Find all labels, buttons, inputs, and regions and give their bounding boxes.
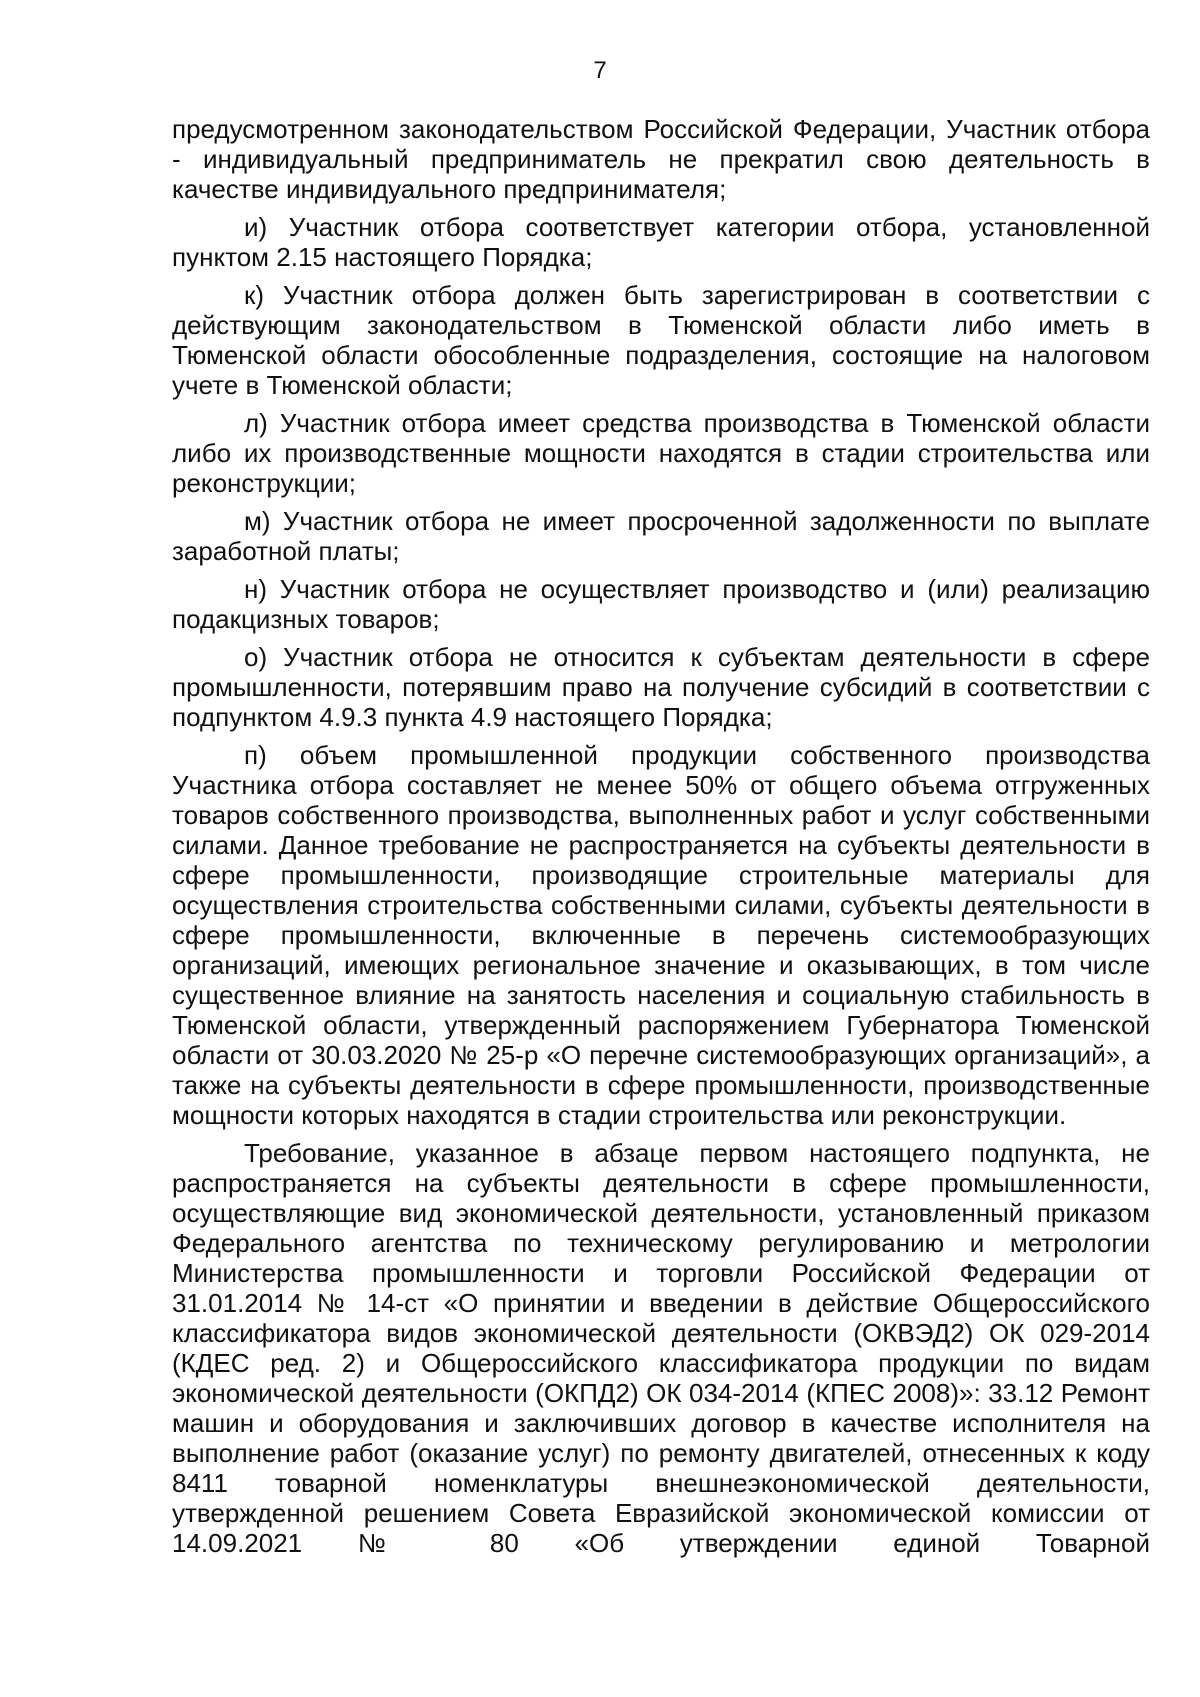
paragraph-item-k: к) Участник отбора должен быть зарегистрирован в соответствии с действующим законодательством в Тюменской области либо иметь в Тюменской области обособленные подразделения, состоящие на налоговом учете в Тюменской области; <box>172 280 1150 400</box>
paragraph-item-o: о) Участник отбора не относится к субъектам деятельности в сфере промышленности, потерявшим право на получение субсидий в соответствии с подпунктом 4.9.3 пункта 4.9 настоящего Порядка; <box>172 642 1150 732</box>
paragraph-item-m: м) Участник отбора не имеет просроченной задолженности по выплате заработной платы; <box>172 506 1150 566</box>
paragraph-item-l: л) Участник отбора имеет средства производства в Тюменской области либо их производственные мощности находятся в стадии строительства или реконструкции; <box>172 408 1150 498</box>
paragraph-item-p: п) объем промышленной продукции собственного производства Участника отбора составляет не менее 50% от общего объема отгруженных товаров собственного производства, выполненных работ и услуг собственными силами. Данное требование не распространяется на субъекты деятельности в сфере промышленности, производящие строительные материалы для осуществления строительства собственными силами, субъекты деятельности в сфере промышленности, включенные в перечень системообразующих организаций, имеющих региональное значение и оказывающих, в том числе существенное влияние на занятость населения и социальную стабильность в Тюменской области, утвержденный распоряжением Губернатора Тюменской области от 30.03.2020 № 25-р «О перечне системообразующих организаций», а также на субъекты деятельности в сфере промышленности, производственные мощности которых находятся в стадии строительства или реконструкции. <box>172 740 1150 1130</box>
paragraph-item-i: и) Участник отбора соответствует категории отбора, установленной пунктом 2.15 настоящего Порядка; <box>172 212 1150 272</box>
paragraph-requirement-exception: Требование, указанное в абзаце первом настоящего подпункта, не распространяется на субъекты деятельности в сфере промышленности, осуществляющие вид экономической деятельности, установленный приказом Федерального агентства по техническому регулированию и метрологии Министерства промышленности и торговли Российской Федерации от 31.01.2014 № 14-ст «О принятии и введении в действие Общероссийского классификатора видов экономической деятельности (ОКВЭД2) ОК 029-2014 (КДЕС ред. 2) и Общероссийского классификатора продукции по видам экономической деятельности (ОКПД2) ОК 034-2014 (КПЕС 2008)»: 33.12 Ремонт машин и оборудования и заключивших договор в качестве исполнителя на выполнение работ (оказание услуг) по ремонту двигателей, отнесенных к коду 8411 товарной номенклатуры внешнеэкономической деятельности, утвержденной решением Совета Евразийской экономической комиссии от 14.09.2021 № 80 «Об утверждении единой Товарной <box>172 1138 1150 1558</box>
paragraph-item-n: н) Участник отбора не осуществляет производство и (или) реализацию подакцизных товаров; <box>172 574 1150 634</box>
paragraph-continuation: предусмотренном законодательством Российской Федерации, Участник отбора - индивидуальный предприниматель не прекратил свою деятельность в качестве индивидуального предпринимателя; <box>172 114 1150 204</box>
document-body <box>172 114 1150 1566</box>
page-number: 7 <box>593 57 607 84</box>
